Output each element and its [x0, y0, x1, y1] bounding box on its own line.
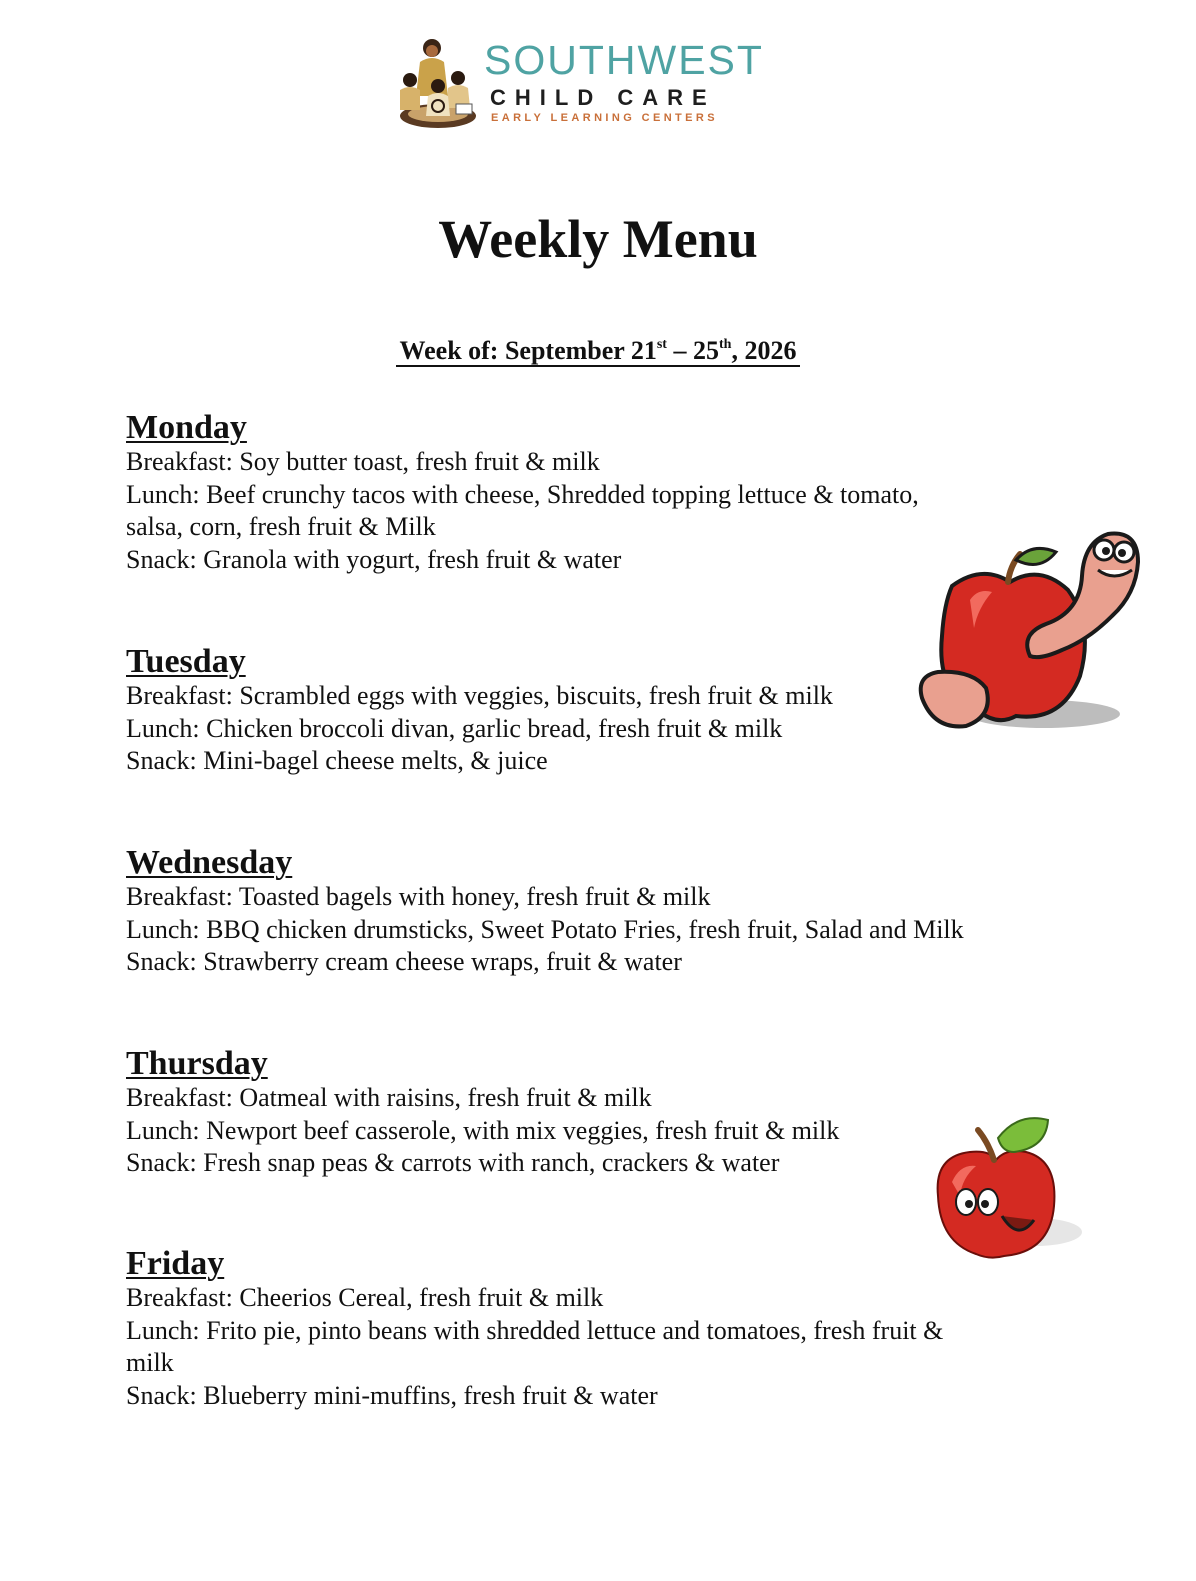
lunch-item: Lunch: BBQ chicken drumsticks, Sweet Potato Fries, fresh fruit, Salad and Milk [126, 914, 964, 944]
logo-tagline: EARLY LEARNING CENTERS [491, 112, 718, 124]
week-prefix: Week of: September 21 [399, 336, 657, 365]
day-wednesday [126, 845, 1006, 979]
snack-item: Snack: Strawberry cream cheese wraps, fruit & water [126, 947, 682, 976]
breakfast-item: Breakfast: Cheerios Cereal, fresh fruit & milk [126, 1283, 604, 1312]
snack-item: Snack: Fresh snap peas & carrots with ranch, crackers & water [126, 1148, 780, 1177]
day-thursday [126, 1046, 1006, 1180]
apple-worm-icon [912, 516, 1144, 740]
lunch-item: Lunch: Beef crunchy tacos with cheese, Shredded topping lettuce & tomato, [126, 479, 919, 509]
lunch-item: Lunch: Chicken broccoli divan, garlic bread, fresh fruit & milk [126, 713, 783, 743]
breakfast-item: Breakfast: Scrambled eggs with veggies, biscuits, fresh fruit & milk [126, 681, 833, 710]
day-heading: Monday [126, 409, 247, 446]
day-monday [126, 410, 1006, 576]
lunch-item-continued: milk [126, 1348, 174, 1377]
breakfast-item: Breakfast: Oatmeal with raisins, fresh fruit & milk [126, 1083, 652, 1112]
week-end-suffix: th [718, 337, 732, 352]
day-heading: Thursday [126, 1045, 268, 1082]
week-year: , 2026 [731, 336, 797, 365]
week-of-text [396, 336, 801, 367]
week-of [0, 334, 1196, 368]
page-title: Weekly Menu [438, 209, 758, 269]
snack-item: Snack: Blueberry mini-muffins, fresh fruit & water [126, 1380, 658, 1410]
day-friday [126, 1246, 1006, 1412]
logo [396, 34, 766, 134]
day-heading: Tuesday [126, 643, 246, 680]
children-reading-icon [396, 34, 480, 130]
day-tuesday [126, 644, 1006, 778]
snack-item: Snack: Granola with yogurt, fresh fruit & water [126, 544, 622, 574]
lunch-item: Lunch: Newport beef casserole, with mix veggies, fresh fruit & milk [126, 1115, 840, 1145]
week-start-suffix: st [656, 337, 667, 352]
day-heading: Friday [126, 1245, 225, 1282]
week-middle: – 25 [666, 336, 719, 365]
logo-subtitle: CHILD CARE [490, 85, 716, 110]
snack-item: Snack: Mini-bagel cheese melts, & juice [126, 746, 548, 775]
day-heading: Wednesday [126, 844, 293, 881]
lunch-item: Lunch: Frito pie, pinto beans with shredded lettuce and tomatoes, fresh fruit & [126, 1315, 944, 1345]
lunch-item-continued: salsa, corn, fresh fruit & Milk [126, 512, 436, 541]
smiling-apple-icon [926, 1112, 1088, 1264]
logo-wordmark: SOUTHWEST [484, 37, 764, 83]
breakfast-item: Breakfast: Toasted bagels with honey, fresh fruit & milk [126, 882, 711, 911]
breakfast-item: Breakfast: Soy butter toast, fresh fruit & milk [126, 447, 600, 476]
